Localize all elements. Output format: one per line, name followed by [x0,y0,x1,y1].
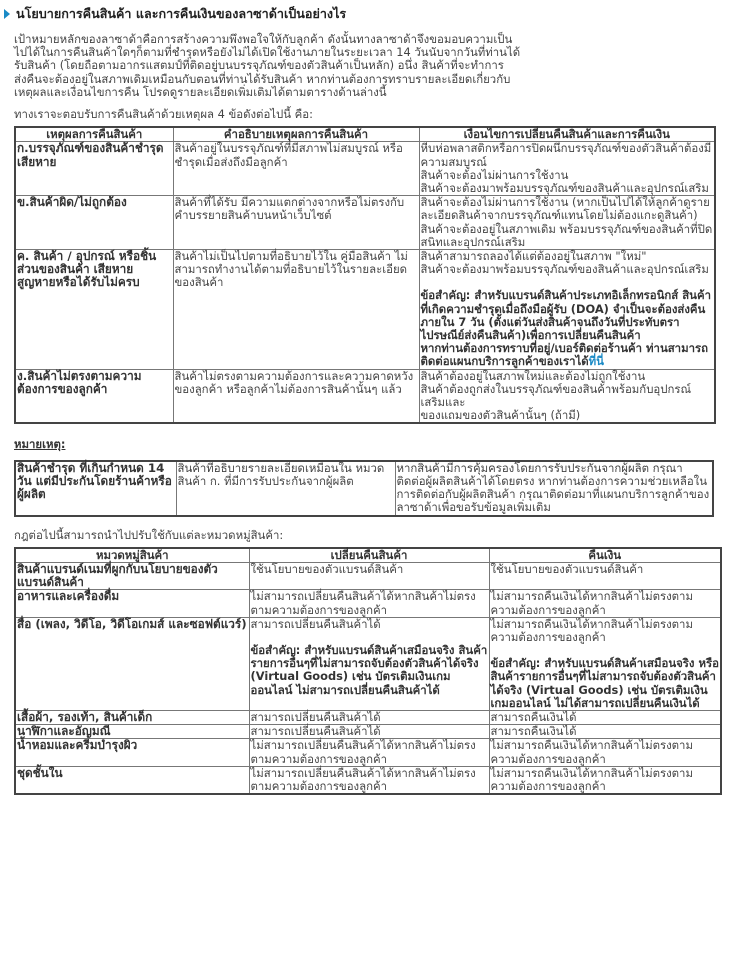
table-row [15,739,721,766]
exchange-text: สามารถเปลี่ยนคืนสินค้าได้ [250,616,381,631]
condition-line: สินค้าจะต้องมาพร้อมบรรจุภัณฑ์ของสินค้าและอุปกรณ์เสริม [420,181,709,196]
reason-cell: ก.บรรจุภัณฑ์ของสินค้าชำรุดเสียหาย [15,142,173,196]
description-cell: สินค้าไม่เป็นไปตามที่อธิบายไว้ใน คู่มือสินค้า ไม่สามารถทำงานได้ตามที่อธิบายไว้ในรายละเอียดของสินค้า [173,250,419,370]
conditions-cell [419,196,715,250]
table-row [15,142,715,196]
column-header: เหตุผลการคืนสินค้า [15,127,173,142]
exchange-cell: ไม่สามารถเปลี่ยนคืนสินค้าได้หากสินค้าไม่ตรงตามความต้องการของลูกค้า [249,766,489,794]
reason-cell: ค. สินค้า / อุปกรณ์ หรือชิ้นส่วนของสินค้า เสียหาย สูญหายหรือได้รับไม่ครบ [15,250,173,370]
note-table [14,460,714,517]
exchange-cell [249,617,489,710]
condition-line: ของแถมของตัวสินค้านั้นๆ (ถ้ามี) [420,408,581,423]
column-header: หมวดหมู่สินค้า [15,548,249,563]
condition-line: สินค้าสามารถลองได้แต่ต้องอยู่ในสภาพ "ใหม่" [420,249,647,264]
note-condition-cell: หากสินค้ามีการคุ้มครองโดยการรับประกันจากผู้ผลิต กรุณาติดต่อผู้ผลิตสินค้าได้โดยตรง หากท่านต้องการความช่วยเหลือในการติดต่อกับผู้ผลิตสินค้า กรุณาติดต่อมาที่แผนกบริการลูกค้าของลาซาด้าเพื่อขอรับข้อมูลเพิ่มเติม [395,461,713,516]
category-cell: สื่อ (เพลง, วิดีโอ, วิดีโอเกมส์ และซอฟต์แวร์) [15,617,249,710]
table-row [15,617,721,710]
note-description-cell: สินค้าที่อธิบายรายละเอียดเหมือนใน หมวดสินค้า ก. ที่มีการรับประกันจากผู้ผลิต [176,461,395,516]
refund-cell: ใช้นโยบายของตัวแบรนด์สินค้า [489,562,721,589]
refund-cell: ไม่สามารถคืนเงินได้หากสินค้าไม่ตรงตามความต้องการของลูกค้า [489,739,721,766]
category-cell: เสื้อผ้า, รองเท้า, สินค้าเด็ก [15,710,249,724]
intro-paragraph [14,33,714,99]
table-header-row [15,127,715,142]
page-title-text: นโยบายการคืนสินค้า และการคืนเงินของลาซาด้าเป็นอย่างไร [16,6,347,21]
description-cell: สินค้าอยู่ในบรรจุภัณฑ์ที่มีสภาพไม่สมบูรณ์ หรือชำรุดเมื่อส่งถึงมือลูกค้า [173,142,419,196]
table-row [15,196,715,250]
category-cell: ชุดชั้นใน [15,766,249,794]
spacer [251,631,488,644]
condition-line: สินค้าจะต้องอยู่ในสภาพเดิม พร้อมบรรจุภัณฑ์ของสินค้าที่ปิดสนิทและอุปกรณ์เสริม [420,221,713,249]
reasons-table [14,126,716,424]
table-row [15,766,721,794]
note-reason-cell: สินค้าชำรุด ที่เกินกำหนด 14 วัน แต่มีประกันโดยร้านค้าหรือผู้ผลิต [15,461,176,516]
table-row [15,725,721,739]
refund-important-note: ข้อสำคัญ: สำหรับแบรนด์สินค้าเสมือนจริง หรือ สินค้ารายการอื่นๆที่ไม่สามารถจับต้องตัวสินค้าได้จริง (Virtual Goods) เช่น บัตรเติมเงินเกมออนไลน์ ไม่ได้สามารถเปลี่ยนคืนเงินได้ [490,656,719,710]
refund-cell: ไม่สามารถคืนเงินได้หากสินค้าไม่ตรงตามความต้องการของลูกค้า [489,590,721,617]
table-row [15,250,715,370]
column-header: คำอธิบายเหตุผลการคืนสินค้า [173,127,419,142]
condition-line: สินค้าจะต้องมาพร้อมบรรจุภัณฑ์ของสินค้าและอุปกรณ์เสริม [420,262,709,277]
exchange-important-note: ข้อสำคัญ: สำหรับแบรนด์สินค้าเสมือนจริง สินค้ารายการอื่นๆที่ไม่สามารถจับต้องตัวสินค้าได้จริง (Virtual Goods) เช่น บัตรเติมเงินเกมออนไลน์ ไม่สามารถเปลี่ยนคืนสินค้าได้ [250,642,488,697]
intro-line: เป้าหมายหลักของลาซาด้าคือการสร้างความพึงพอใจให้กับลูกค้า ดังนั้นทางลาซาด้าจึงขอมอบความเป็น [14,32,513,46]
category-cell: นาฬิกาและอัญมณี [15,725,249,739]
reason-cell: ง.สินค้าไม่ตรงตามความต้องการของลูกค้า [15,369,173,423]
column-header: เงื่อนไขการเปลี่ยนคืนสินค้าและการคืนเงิน [419,127,715,142]
important-note: ข้อสำคัญ: สำหรับแบรนด์สินค้าประเภทอิเล็กทรอนิกส์ สินค้าที่เกิดความชำรุดเมื่อถึงมือผู้รับ (DOA) จำเป็นจะต้องส่งคืนภายใน 7 วัน (ตั้งแต่วันส่งสินค้าจนถึงวันที่ประทับตราไปรษณีย์ส่งคืนสินค้า)เพื่อการเปลี่ยนคืนสินค้า [420,288,711,343]
contact-link[interactable]: ที่นี่ [588,354,604,369]
conditions-cell [419,250,715,370]
reasons-lead: ทางเราจะตอบรับการคืนสินค้าด้วยเหตุผล 4 ข้อดังต่อไปนี้ คือ: [14,107,313,122]
intro-line: รับสินค้า (โดยถือตามอากรแสตมป์ที่ติดอยู่บนบรรจุภัณฑ์ของตัวสินค้าเป็นหลัก) อนึ่ง สินค้าที่จะทำการ [14,58,504,73]
refund-cell: สามารถคืนเงินได้ [489,725,721,739]
condition-line: สินค้าต้องอยู่ในสภาพใหม่และต้องไม่ถูกใช้งาน [420,368,646,383]
exchange-cell: ไม่สามารถเปลี่ยนคืนสินค้าได้หากสินค้าไม่ตรงตามความต้องการของลูกค้า [249,590,489,617]
refund-cell: สามารถคืนเงินได้ [489,710,721,724]
refund-text: ไม่สามารถคืนเงินได้หากสินค้าไม่ตรงตามความต้องการของลูกค้า [490,616,693,644]
table-row [15,562,721,589]
category-cell: อาหารและเครื่องดื่ม [15,590,249,617]
categories-table [14,547,722,795]
table-row [15,461,713,516]
exchange-cell: สามารถเปลี่ยนคืนสินค้าได้ [249,725,489,739]
conditions-cell [419,142,715,196]
table-header-row [15,548,721,563]
table-row [15,590,721,617]
column-header: คืนเงิน [489,548,721,563]
table-row [15,710,721,724]
category-cell: น้ำหอมและครีมบำรุงผิว [15,739,249,766]
description-cell: สินค้าไม่ตรงตามความต้องการและความคาดหวังของลูกค้า หรือลูกค้าไม่ต้องการสินค้านั้นๆ แล้ว [173,369,419,423]
table-row [15,369,715,423]
note-title: หมายเหตุ: [14,437,66,452]
page-title [2,6,732,21]
refund-cell [489,617,721,710]
condition-line: หีบห่อพลาสติกหรือการปิดผนึกบรรจุภัณฑ์ของตัวสินค้าต้องมีความสมบูรณ์ [420,141,712,169]
intro-line: ส่งคืนจะต้องอยู่ในสภาพเดิมเหมือนกับตอนที่ท่านได้รับสินค้า หากท่านต้องการทราบรายละเอียดเกี่ยวกับ [14,71,511,86]
exchange-cell: ใช้นโยบายของตัวแบรนด์สินค้า [249,562,489,589]
condition-line: สินค้าจะต้องไม่ผ่านการใช้งาน [420,167,569,182]
conditions-cell [419,369,715,423]
column-header: เปลี่ยนคืนสินค้า [249,548,489,563]
reason-cell: ข.สินค้าผิด/ไม่ถูกต้อง [15,196,173,250]
intro-line: ไปได้ในการคืนสินค้าใดๆก็ตามที่ชำรุดหรือยังไม่ได้เปิดใช้งานภายในระยะเวลา 14 วันนับจากวันที่ท่านได้ [14,45,521,60]
triangle-right-icon [4,9,10,19]
exchange-cell: สามารถเปลี่ยนคืนสินค้าได้ [249,710,489,724]
intro-line: เหตุผลและเงื่อนไขการคืน โปรดดูรายละเอียดเพิ่มเติมได้ตามตารางด้านล่างนี้ [14,84,387,99]
categories-lead: กฎต่อไปนี้สามารถนำไปปรับใช้กับแต่ละหมวดหมู่สินค้า: [14,527,284,542]
category-cell: สินค้าแบรนด์เนมที่ผูกกับนโยบายของตัวแบรนด์สินค้า [15,562,249,589]
condition-line: สินค้าต้องถูกส่งในบรรจุภัณฑ์ของสินค้าพร้อมกับอุปกรณ์เสริมและ [420,381,692,410]
refund-cell: ไม่สามารถคืนเงินได้หากสินค้าไม่ตรงตามความต้องการของลูกค้า [489,766,721,794]
description-cell: สินค้าที่ได้รับ มีความแตกต่างจากหรือไม่ตรงกับคำบรรยายสินค้าบนหน้าเว็บไซต์ [173,196,419,250]
condition-line: สินค้าจะต้องไม่ผ่านการใช้งาน (หากเป็นไปได้ให้ลูกค้าดูรายละเอียดสินค้าจากบรรจุภัณฑ์แทนโดยไม่ต้องแกะดูสินค้า) [420,195,710,223]
contact-note [421,342,714,368]
exchange-cell: ไม่สามารถเปลี่ยนคืนสินค้าได้หากสินค้าไม่ตรงตามความต้องการของลูกค้า [249,739,489,766]
contact-text: หากท่านต้องการทราบที่อยู่/เบอร์ติดต่อร้านค้า ท่านสามารถติดต่อแผนกบริการลูกค้าของเราได้ [420,341,708,369]
